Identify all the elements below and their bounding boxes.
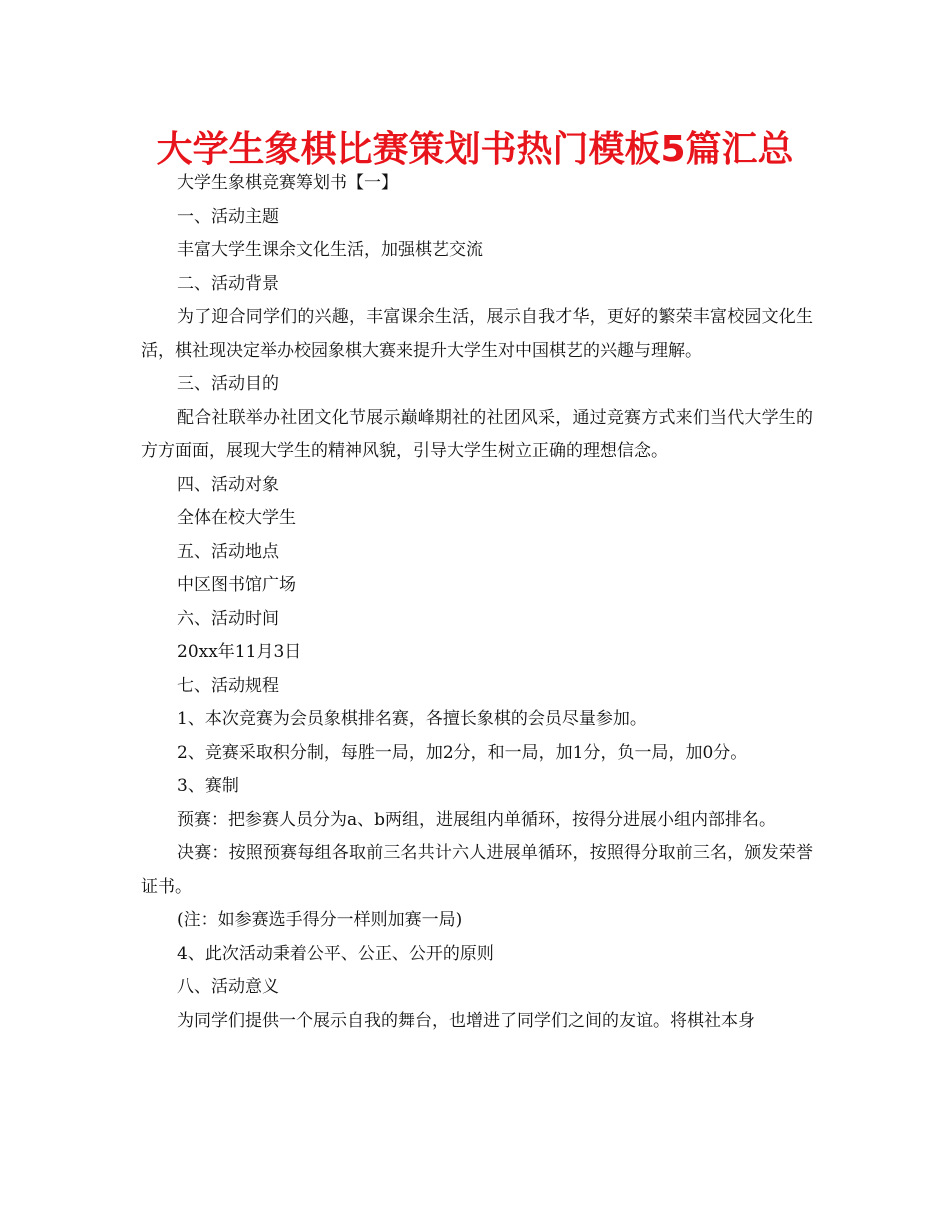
paragraph: 中区图书馆广场 — [177, 575, 296, 595]
section-heading: 大学生象棋竞赛筹划书【一】 — [177, 173, 398, 193]
section-heading: 二、活动背景 — [177, 273, 279, 294]
paragraph: 为了迎合同学们的兴趣，丰富课余生活，展示自我才华，更好的繁荣丰富校园文化生活，棋社现决定举办校园象棋大赛来提升大学生对中国棋艺的兴趣与理解。 — [141, 307, 813, 361]
paragraph: 3、赛制 — [177, 776, 239, 796]
section-heading: 四、活动对象 — [177, 474, 279, 495]
paragraph: 4、此次活动秉着公平、公正、公开的原则 — [177, 943, 494, 964]
document-body — [141, 167, 813, 1038]
paragraph: (注：如参赛选手得分一样则加赛一局) — [177, 910, 463, 930]
section-heading: 七、活动规程 — [177, 675, 279, 696]
section-heading: 一、活动主题 — [177, 206, 279, 227]
paragraph: 20xx年11月3日 — [177, 642, 302, 662]
paragraph: 预赛：把参赛人员分为a、b两组，进展组内单循环，按得分进展小组内部排名。 — [177, 809, 777, 830]
paragraph: 全体在校大学生 — [177, 508, 296, 528]
section-heading: 八、活动意义 — [177, 977, 279, 997]
paragraph: 为同学们提供一个展示自我的舞台，也增进了同学们之间的友谊。将棋社本身 — [177, 1010, 755, 1031]
paragraph: 决赛：按照预赛每组各取前三名共计六人进展单循环，按照得分取前三名，颁发荣誉证书。 — [141, 843, 813, 897]
paragraph: 配合社联举办社团文化节展示巅峰期社的社团风采，通过竞赛方式来们当代大学生的方方面面，展现大学生的精神风貌，引导大学生树立正确的理想信念。 — [141, 407, 813, 461]
section-heading: 五、活动地点 — [177, 541, 279, 562]
paragraph: 1、本次竞赛为会员象棋排名赛，各擅长象棋的会员尽量参加。 — [177, 709, 647, 729]
section-heading: 三、活动目的 — [177, 374, 279, 394]
document-title: 大学生象棋比赛策划书热门模板5篇汇总 — [156, 129, 794, 170]
paragraph: 2、竞赛采取积分制，每胜一局，加2分，和一局，加1分，负一局，加0分。 — [177, 742, 748, 763]
section-heading: 六、活动时间 — [177, 608, 279, 629]
paragraph: 丰富大学生课余文化生活，加强棋艺交流 — [177, 240, 483, 260]
